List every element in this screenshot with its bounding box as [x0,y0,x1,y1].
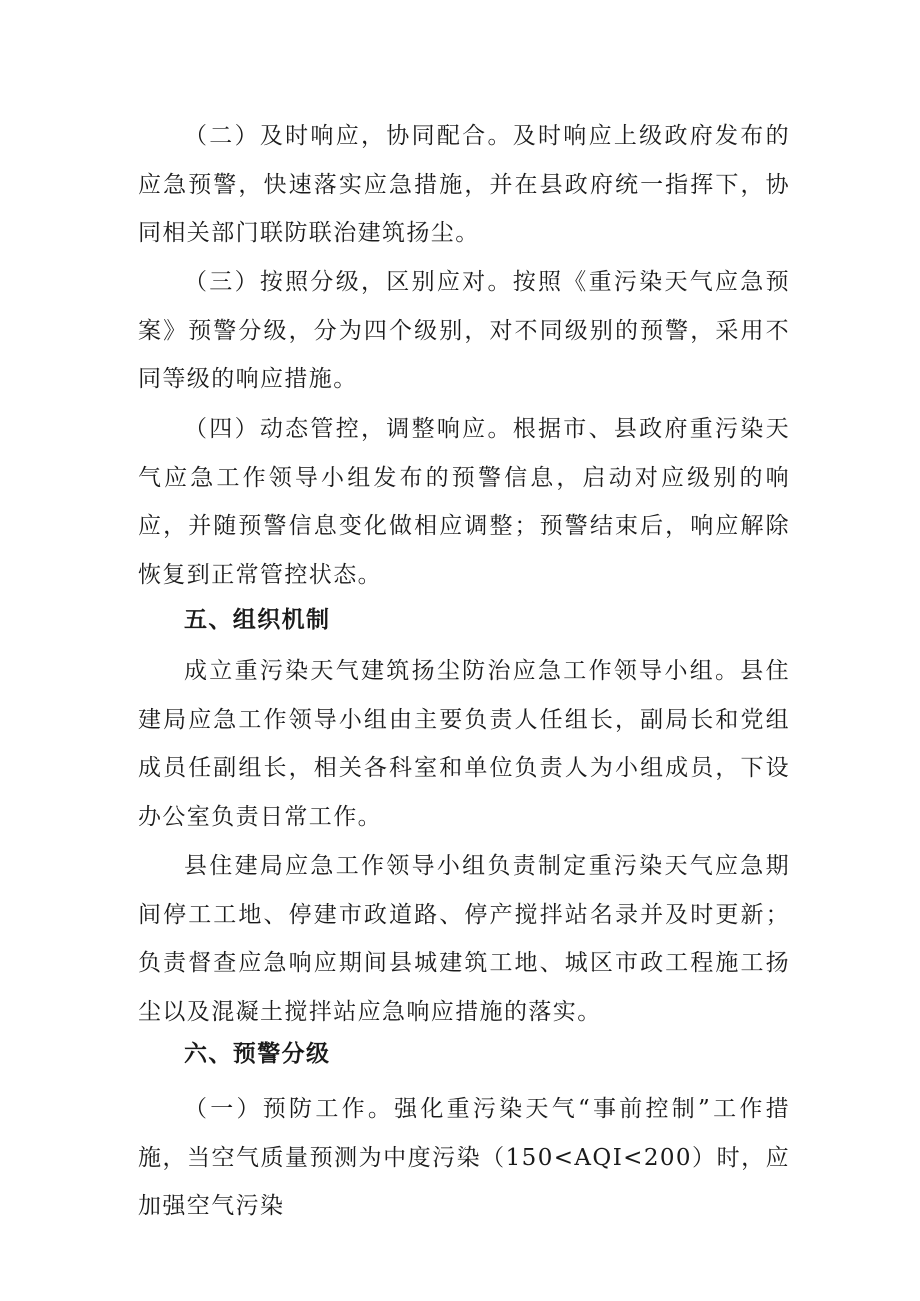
section-heading-organization: 五、组织机制 [184,607,331,633]
section-heading-warning-levels: 六、预警分级 [184,1041,331,1067]
paragraph-group-duties: 县住建局应急工作领导小组负责制定重污染天气应急期间停工工地、停建市政道路、停产搅拌站名录并及时更新；负责督查应急响应期间县城建筑工地、城区市政工程施工扬尘以及混凝土搅拌站应急响应措施的落实。 [138,853,790,1025]
paragraph-leading-group: 成立重污染天气建筑扬尘防治应急工作领导小组。县住建局应急工作领导小组由主要负责人任组长，副局长和党组成员任副组长，相关各科室和单位负责人为小组成员，下设办公室负责日常工作。 [138,658,790,830]
paragraph-timely-response: （二）及时响应，协同配合。及时响应上级政府发布的应急预警，快速落实应急措施，并在县政府统一指挥下，协同相关部门联防联治建筑扬尘。 [138,123,790,246]
paragraph-dynamic-control: （四）动态管控，调整响应。根据市、县政府重污染天气应急工作领导小组发布的预警信息，启动对应级别的响应，并随预警信息变化做相应调整；预警结束后，响应解除恢复到正常管控状态。 [138,416,790,588]
paragraph-prevention: （一）预防工作。强化重污染天气“事前控制”工作措施，当空气质量预测为中度污染（150<AQI<200）时，应加强空气污染 [138,1096,790,1219]
paragraph-graded-response: （三）按照分级，区别应对。按照《重污染天气应急预案》预警分级，分为四个级别，对不同级别的预警，采用不同等级的响应措施。 [138,269,790,392]
